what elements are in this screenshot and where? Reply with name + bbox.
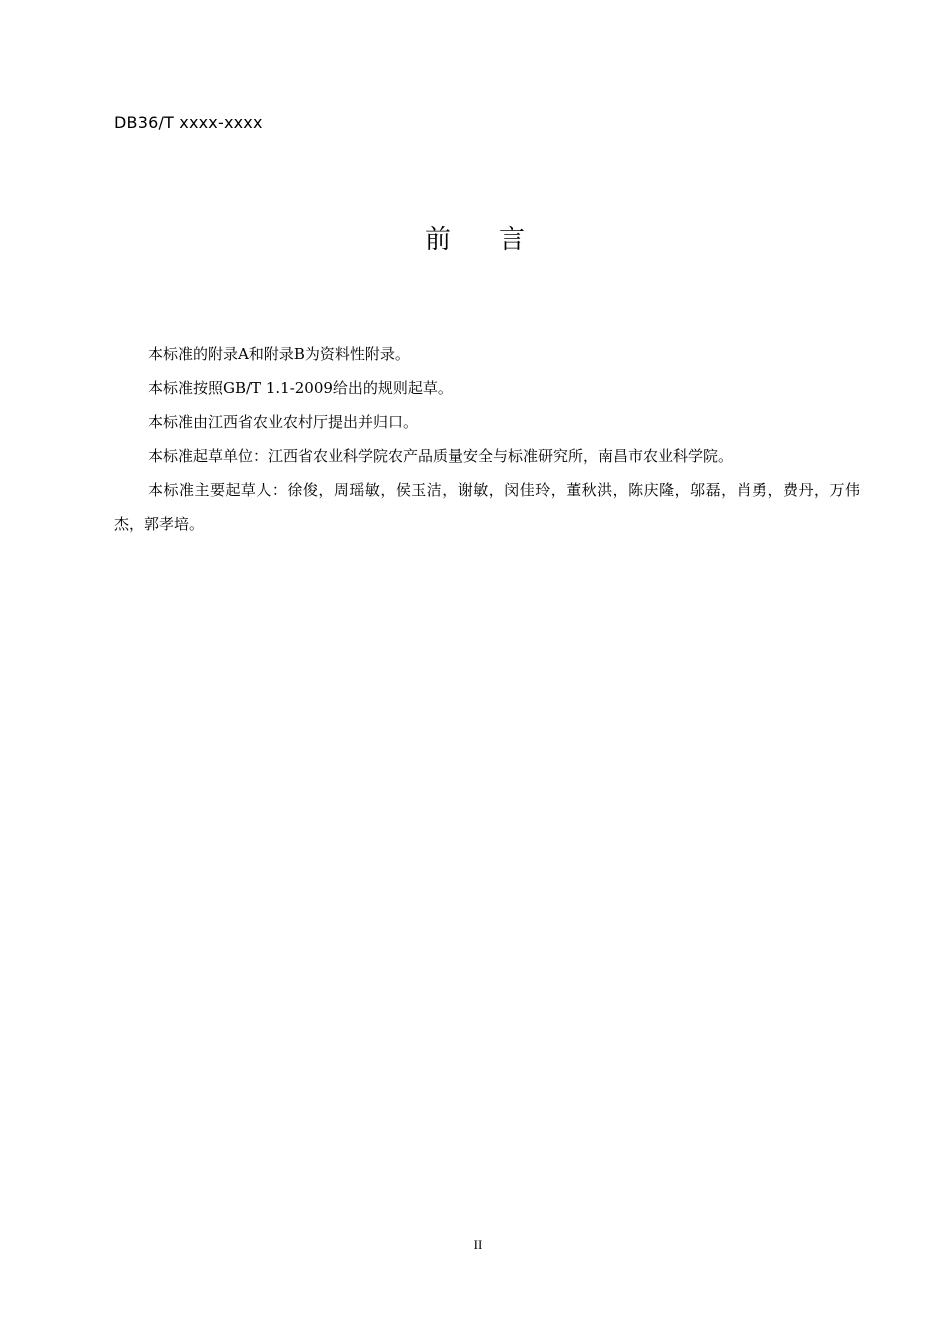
title-char-1: 前 bbox=[424, 225, 451, 255]
document-code: DB36/T xxxx-xxxx bbox=[114, 113, 263, 132]
paragraph-drafting-rules: 本标准按照GB/T 1.1-2009给出的规则起草。 bbox=[148, 379, 453, 397]
paragraph-drafting-units: 本标准起草单位：江西省农业科学院农产品质量安全与标准研究所，南昌市农业科学院。 bbox=[148, 447, 734, 465]
title-char-2: 言 bbox=[499, 225, 526, 255]
foreword-body bbox=[114, 337, 860, 541]
paragraph-drafters: 本标准主要起草人：徐俊，周瑶敏，侯玉洁，谢敏，闵佳玲，董秋洪，陈庆隆，邬磊，肖勇，费丹，万伟杰，郭孝培。 bbox=[114, 481, 860, 533]
page-title bbox=[0, 219, 950, 256]
paragraph-proposer: 本标准由江西省农业农村厅提出并归口。 bbox=[148, 413, 419, 431]
paragraph-appendix: 本标准的附录A和附录B为资料性附录。 bbox=[148, 345, 410, 363]
page-number: II bbox=[473, 1237, 483, 1252]
